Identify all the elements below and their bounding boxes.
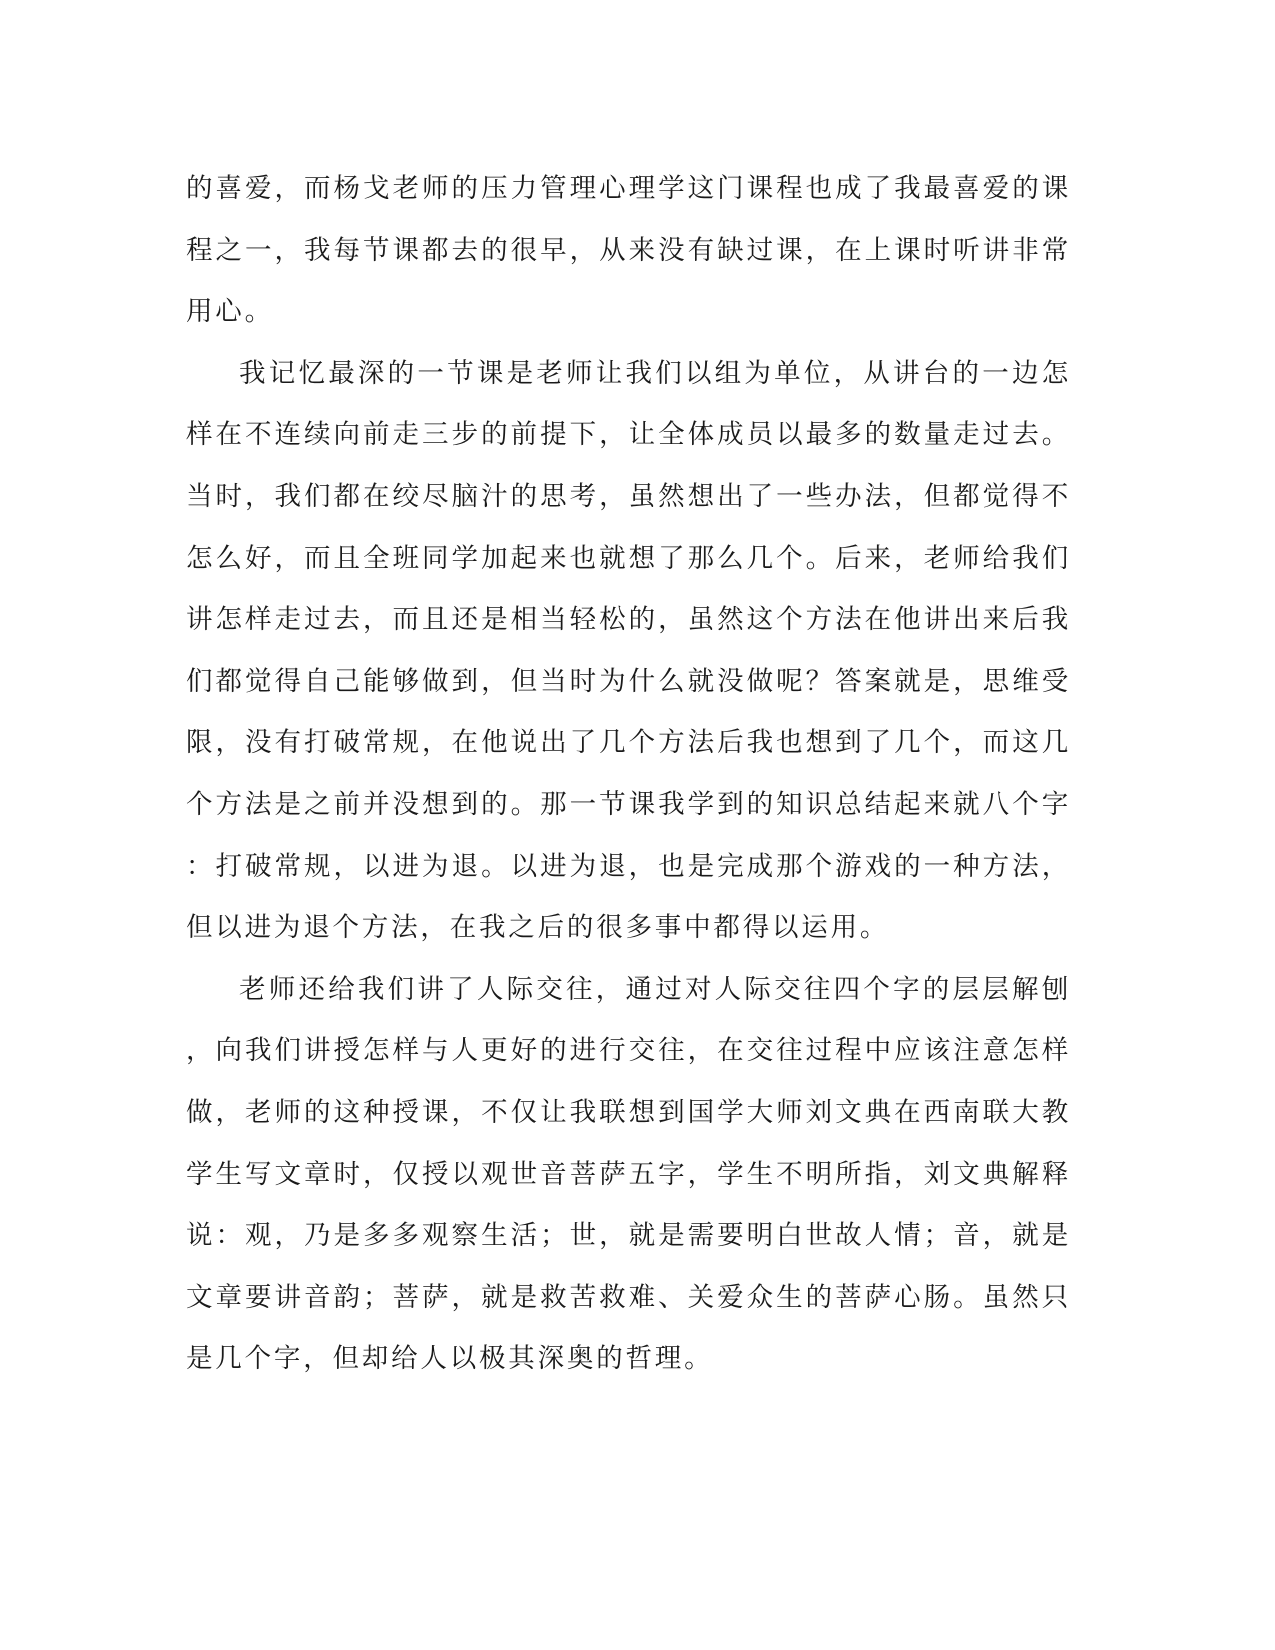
document-body	[186, 158, 1071, 1390]
paragraph-thinking-game: 我记忆最深的一节课是老师让我们以组为单位，从讲台的一边怎样在不连续向前走三步的前提下，让全体成员以最多的数量走过去。当时，我们都在绞尽脑汁的思考，虽然想出了一些办法，但都觉得不怎么好，而且全班同学加起来也就想了那么几个。后来，老师给我们讲怎样走过去，而且还是相当轻松的，虽然这个方法在他讲出来后我们都觉得自己能够做到，但当时为什么就没做呢？答案就是，思维受限，没有打破常规，在他说出了几个方法后我也想到了几个，而这几个方法是之前并没想到的。那一节课我学到的知识总结起来就八个字：打破常规，以进为退。以进为退，也是完成那个游戏的一种方法，但以进为退个方法，在我之后的很多事中都得以运用。	[186, 357, 1071, 944]
paragraph-interpersonal: 老师还给我们讲了人际交往，通过对人际交往四个字的层层解刨，向我们讲授怎样与人更好的进行交往，在交往过程中应该注意怎样做，老师的这种授课，不仅让我联想到国学大师刘文典在西南联大教学生写文章时，仅授以观世音菩萨五字，学生不明所指，刘文典解释说：观，乃是多多观察生活；世，就是需要明白世故人情；音，就是文章要讲音韵；菩萨，就是救苦救难、关爱众生的菩萨心肠。虽然只是几个字，但却给人以极其深奥的哲理。	[186, 973, 1071, 1375]
paragraph-continuation: 的喜爱，而杨戈老师的压力管理心理学这门课程也成了我最喜爱的课程之一，我每节课都去的很早，从来没有缺过课，在上课时听讲非常用心。	[186, 173, 1071, 328]
